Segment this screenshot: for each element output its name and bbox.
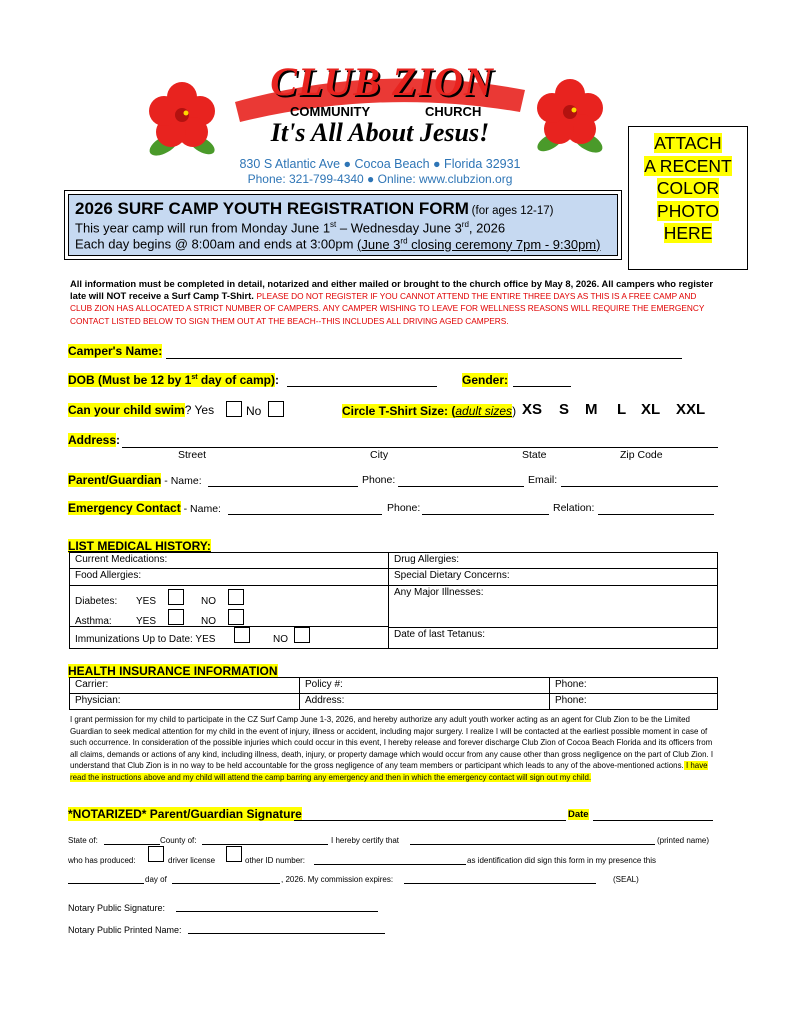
emergency-name-field[interactable] <box>228 502 382 515</box>
address-label: Address <box>68 433 117 447</box>
gender-label: Gender: <box>462 373 509 387</box>
parent-row <box>68 473 202 487</box>
parent-phone-field[interactable] <box>398 474 524 487</box>
dob-row <box>68 373 279 387</box>
insurance-table <box>69 677 718 710</box>
photo-line-1: ATTACH <box>654 133 722 153</box>
parent-email-label: Email: <box>528 474 558 486</box>
address-state-label: State <box>522 449 547 461</box>
camp-dates-a: This year camp will run from Monday June 1 <box>75 220 331 236</box>
camp-dates-sup1: st <box>330 220 337 229</box>
consent-text <box>70 714 720 783</box>
tshirt-size-xxl[interactable]: XXL <box>676 401 706 418</box>
emergency-phone-label: Phone: <box>387 502 421 514</box>
parent-phone-label: Phone: <box>362 474 396 486</box>
photo-line-5: HERE <box>663 223 713 243</box>
intro-bold: All information must be completed in detail, notarized and either mailed or brought to the church office by May 8, 2026. All campers who register late will NOT receive a Surf Camp T-Shirt. <box>70 278 714 301</box>
notary-name-field[interactable] <box>188 923 385 934</box>
tshirt-size-s[interactable]: S <box>559 401 570 418</box>
tshirt-size-xl[interactable]: XL <box>641 401 661 418</box>
dob-sup: st <box>191 374 198 381</box>
photo-line-4: PHOTO <box>657 200 719 221</box>
diabetes-no-label: NO <box>201 596 216 607</box>
drug-allergies-cell[interactable] <box>389 553 718 569</box>
food-allergies-label: Food Allergies: <box>75 570 142 581</box>
food-allergies-cell[interactable] <box>70 569 389 586</box>
diabetes-no-checkbox[interactable] <box>228 589 244 605</box>
immunizations-yes-checkbox[interactable] <box>234 627 250 643</box>
camper-name-row <box>68 344 162 358</box>
swim-no-label: No <box>246 404 262 418</box>
month-field[interactable] <box>172 874 280 884</box>
dietary-label: Special Dietary Concerns: <box>394 570 510 581</box>
certify-name-field[interactable] <box>410 835 655 845</box>
photo-line-3: COLOR <box>656 178 720 198</box>
address-row <box>68 433 120 447</box>
camp-dates <box>69 219 617 235</box>
emergency-row <box>68 501 221 515</box>
tshirt-row <box>342 404 516 418</box>
printed-name-label: (printed name) <box>657 836 710 845</box>
logo-title: CLUB ZION <box>270 59 494 104</box>
camper-name-field[interactable] <box>166 346 682 359</box>
immunizations-no-label: NO <box>273 634 288 645</box>
consent-highlight: I have read the instructions above and my child will attend the camp barring any emergency and then in which the emergency contact will sign out my child. <box>70 761 708 782</box>
address-colon: : <box>116 433 121 447</box>
asthma-yes-checkbox[interactable] <box>168 609 184 625</box>
tshirt-close: ) <box>512 404 517 418</box>
county-of-label: County of: <box>160 836 197 845</box>
photo-box <box>628 126 748 270</box>
camp-dates-c: , 2026 <box>468 220 506 236</box>
insurance-phone-label: Phone: <box>555 679 587 690</box>
current-meds-cell[interactable] <box>70 553 389 569</box>
notary-signature-label: Notary Public Signature: <box>68 903 166 913</box>
notary-signature-field[interactable] <box>176 901 378 912</box>
policy-cell[interactable] <box>300 678 550 694</box>
church-address: 830 S Atlantic Ave ● Cocoa Beach ● Florida 32931 <box>239 157 521 171</box>
notary-name-label: Notary Public Printed Name: <box>68 925 182 935</box>
asthma-no-checkbox[interactable] <box>228 609 244 625</box>
physician-address-label: Address: <box>305 695 345 706</box>
notarized-signature-label: *NOTARIZED* Parent/Guardian Signature <box>68 807 302 821</box>
day-field[interactable] <box>68 874 144 884</box>
address-city-label: City <box>370 449 389 461</box>
intro-text <box>70 278 720 327</box>
day-of-label: day of <box>145 875 167 884</box>
insurance-heading: HEALTH INSURANCE INFORMATION <box>68 664 278 678</box>
tshirt-size-m[interactable]: M <box>585 401 598 418</box>
camp-dates-sup2: rd <box>461 220 469 229</box>
physician-phone-cell[interactable] <box>550 694 718 710</box>
swim-no-checkbox[interactable] <box>268 401 284 417</box>
camp-hours-c: closing ceremony 7pm - 9:30pm) <box>407 236 601 252</box>
form-title: 2026 SURF CAMP YOUTH REGISTRATION FORM <box>75 199 469 218</box>
dob-label-end: day of camp) <box>197 373 275 387</box>
swim-yes-label: ? Yes <box>184 403 215 417</box>
immunizations-cell <box>70 627 389 649</box>
address-street-label: Street <box>178 449 207 461</box>
swim-label: Can your child swim <box>68 403 185 417</box>
diabetes-label: Diabetes: <box>75 596 118 607</box>
asthma-label: Asthma: <box>75 616 112 627</box>
current-meds-label: Current Medications: <box>75 554 168 565</box>
camp-hours <box>69 235 617 251</box>
emergency-relation-field[interactable] <box>598 502 714 515</box>
emergency-name-label: - Name: <box>180 503 221 515</box>
major-illnesses-label: Any Major Illnesses: <box>394 587 484 598</box>
emergency-label: Emergency Contact <box>68 501 181 515</box>
who-has-produced-label: who has produced: <box>68 856 136 865</box>
camp-dates-b: – Wednesday June 3 <box>336 220 462 236</box>
date-label: Date <box>568 809 589 820</box>
immunizations-no-checkbox[interactable] <box>294 627 310 643</box>
drug-allergies-label: Drug Allergies: <box>394 554 460 565</box>
church-contact: Phone: 321-799-4340 ● Online: www.clubzion.org <box>247 172 513 186</box>
camp-hours-b: (June 3 <box>357 236 401 252</box>
tshirt-adult: adult sizes <box>455 404 513 418</box>
photo-line-2: A RECENT <box>644 155 732 176</box>
parent-name-label: - Name: <box>161 475 202 487</box>
tetanus-label: Date of last Tetanus: <box>394 629 485 640</box>
certify-label: I hereby certify that <box>331 836 400 845</box>
title-box <box>68 194 618 256</box>
date-field[interactable] <box>593 808 713 821</box>
asthma-no-label: NO <box>201 616 216 627</box>
state-field[interactable] <box>104 835 160 845</box>
tetanus-divider <box>388 627 718 628</box>
carrier-cell[interactable] <box>70 678 300 694</box>
camp-hours-a: Each day begins @ 8:00am and ends at 3:00pm <box>75 236 358 252</box>
commission-label: , 2026. My commission expires: <box>281 875 394 884</box>
logo-community: COMMUNITY <box>290 104 371 119</box>
camper-name-colon: : <box>158 344 163 358</box>
commission-field[interactable] <box>404 874 596 884</box>
medical-heading: LIST MEDICAL HISTORY: <box>68 539 211 553</box>
physician-cell[interactable] <box>70 694 300 710</box>
hibiscus-right-icon <box>534 79 605 157</box>
state-of-label: State of: <box>68 836 98 845</box>
dietary-cell[interactable] <box>389 569 718 586</box>
tshirt-label: Circle T-Shirt Size: ( <box>342 404 456 418</box>
identification-label: as identification did sign this form in my presence this <box>467 856 656 865</box>
address-field[interactable] <box>122 435 718 448</box>
driver-license-label: driver license <box>168 856 216 865</box>
dob-field[interactable] <box>287 374 437 387</box>
diabetes-yes-label: YES <box>136 596 157 607</box>
camper-name-label: Camper's Name <box>68 344 159 358</box>
dob-label: DOB (Must be 12 by 1 <box>68 373 192 387</box>
swim-row <box>68 403 214 417</box>
physician-address-cell[interactable] <box>300 694 550 710</box>
swim-yes-checkbox[interactable] <box>226 401 242 417</box>
hibiscus-left-icon <box>146 82 217 160</box>
immunizations-label: Immunizations Up to Date: YES <box>75 634 216 645</box>
tshirt-size-l[interactable]: L <box>617 401 627 418</box>
dob-colon: : <box>274 373 279 387</box>
policy-label: Policy #: <box>305 679 343 690</box>
other-id-field[interactable] <box>314 855 466 865</box>
form-ages: (for ages 12-17) <box>471 205 554 217</box>
logo-church: CHURCH <box>425 104 482 119</box>
signature-field[interactable] <box>294 808 566 821</box>
conditions-cell <box>70 586 389 627</box>
tagline: It's All About Jesus! <box>270 118 490 147</box>
parent-label: Parent/Guardian <box>68 473 162 487</box>
carrier-label: Carrier: <box>75 679 109 690</box>
parent-email-field[interactable] <box>561 474 718 487</box>
emergency-relation-label: Relation: <box>553 502 595 514</box>
insurance-phone-cell[interactable] <box>550 678 718 694</box>
consent-body: I grant permission for my child to participate in the CZ Surf Camp June 1-3, 2026, and hereby authorize any adult youth worker acting as an agent for Club Zion to be the Limited Guardian to seek medical attention for my child in the event of injury, illness or accident, including major surgery. I realize I will be contacted at the earliest possible moment in case of such occurrence. In consideration of the possible injuries which could occur in this event, I hereby release and forever discharge Club Zion of Cocoa Beach Florida and its officers from all claims, demands or actions of any kind, including illness, death, injury, or property damage which would occur from any cause other than gross negligence on the part of Club Zion. I understand that Club Zion is in no way to be held accountable for the gross negligence of any team members or participant which leads to any of the above-mentioned actions. <box>70 715 714 770</box>
seal-label: (SEAL) <box>613 875 639 884</box>
emergency-phone-field[interactable] <box>422 502 549 515</box>
other-id-label: other ID number: <box>245 856 306 865</box>
other-id-checkbox[interactable] <box>226 846 242 862</box>
camp-hours-sup: rd <box>400 236 408 246</box>
intro-warning: PLEASE DO NOT REGISTER IF YOU CANNOT ATTEND THE ENTIRE THREE DAYS AS THIS IS A FREE CAMP AND CLUB ZION HAS ALLOCATED A STRICT NUMBER OF CAMPERS. ANY CAMPER WISHING TO LEAVE FOR WELLNESS REASONS WILL REQUIRE THE EMERGENCY CONTACT LISTED BELOW TO SIGN THEM OUT AT THE BEACH--THIS INCLUDES ALL DRIVING AGED CAMPERS. <box>70 290 705 326</box>
physician-phone-label: Phone: <box>555 695 587 706</box>
diabetes-yes-checkbox[interactable] <box>168 589 184 605</box>
county-field[interactable] <box>202 835 328 845</box>
asthma-yes-label: YES <box>136 616 157 627</box>
gender-field[interactable] <box>513 374 571 387</box>
parent-name-field[interactable] <box>208 474 358 487</box>
driver-license-checkbox[interactable] <box>148 846 164 862</box>
physician-label: Physician: <box>75 695 121 706</box>
tshirt-size-xs[interactable]: XS <box>522 401 543 418</box>
address-zip-label: Zip Code <box>620 449 663 461</box>
